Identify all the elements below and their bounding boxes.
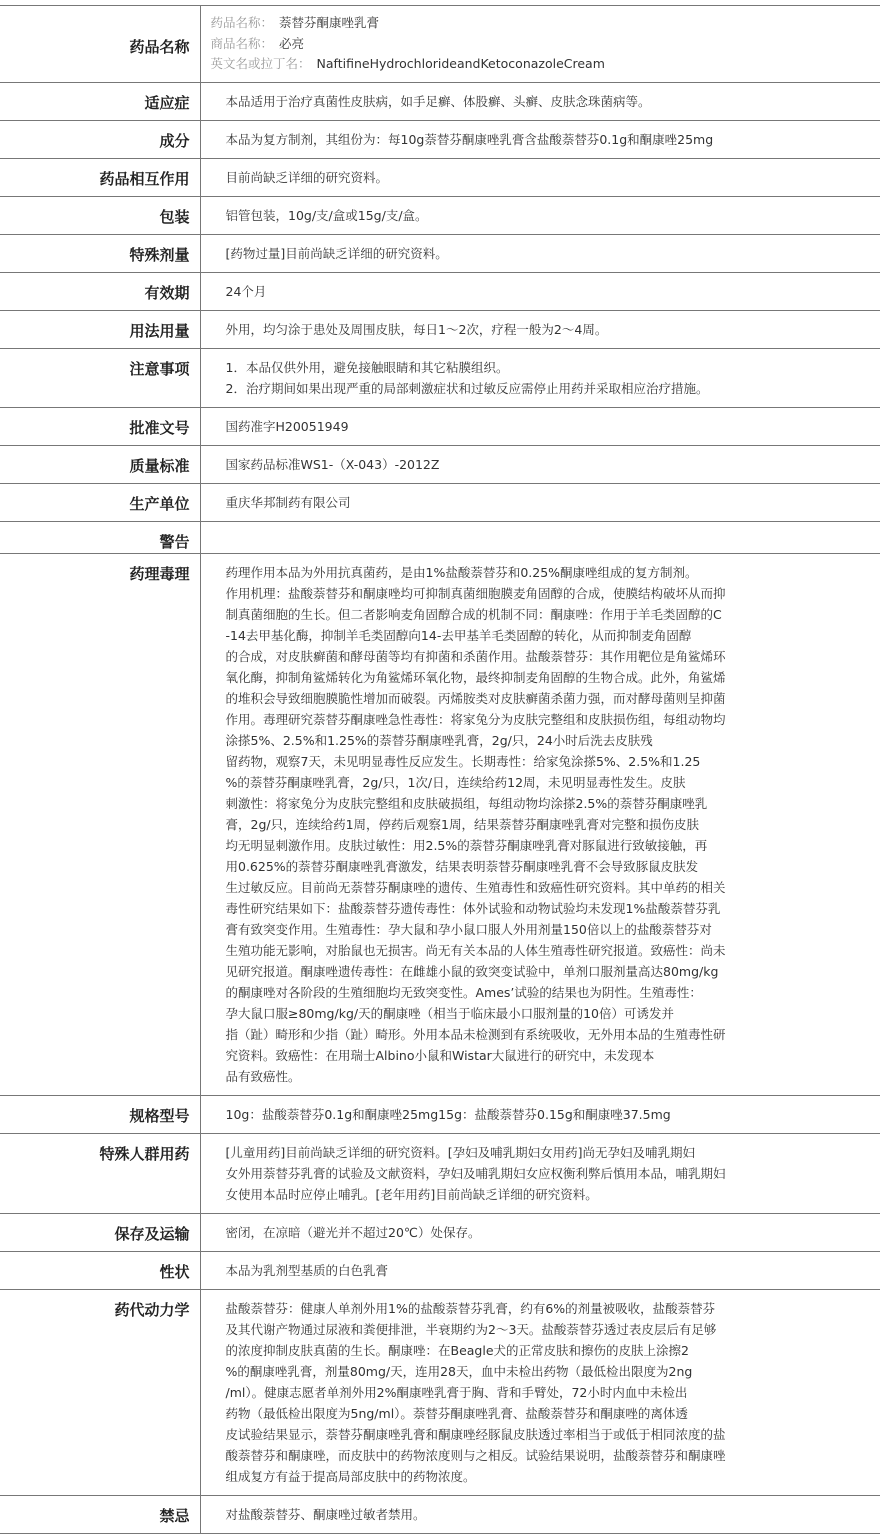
info-row [0, 234, 880, 272]
info-row [0, 158, 880, 196]
row-label: 警告 [0, 521, 200, 553]
value-line: 酸萘替芬和酮康唑，而皮肤中的药物浓度则与之相反。试验结果说明，盐酸萘替芬和酮康唑 [225, 1447, 726, 1463]
row-name [0, 6, 880, 83]
row-label: 药理毒理 [0, 553, 200, 1095]
generic-name-value: 萘替芬酮康唑乳膏 [279, 15, 380, 30]
generic-name-line [211, 13, 789, 34]
row-label: 包装 [0, 196, 200, 234]
row-value [200, 1213, 880, 1251]
row-value [200, 348, 880, 407]
value-text: 本品为乳剂型基质的白色乳膏 [225, 1262, 389, 1278]
value-line: 生殖功能无影响，对胎鼠也无损害。尚无有关本品的人体生殖毒性研究报道。致癌性：尚未 [225, 942, 726, 958]
trade-name-key: 商品名称： [210, 35, 274, 51]
row-label: 性状 [0, 1251, 200, 1289]
row-label: 有效期 [0, 272, 200, 310]
value-text: [药物过量]目前尚缺乏详细的研究资料。 [225, 245, 448, 261]
row-label: 批准文号 [0, 407, 200, 445]
row-value [200, 1251, 880, 1289]
info-row [0, 82, 880, 120]
trade-name-value: 必亮 [279, 35, 305, 51]
value-line: 指（趾）畸形和少指（趾）畸形。外用本品未检测到有系统吸收，无外用本品的生殖毒性研 [225, 1026, 726, 1042]
info-row [0, 310, 880, 348]
row-label: 禁忌 [0, 1495, 200, 1533]
row-label: 特殊人群用药 [0, 1133, 200, 1213]
value-line: 的合成，对皮肤癣菌和酵母菌等均有抑菌和杀菌作用。盐酸萘替芬：其作用靶位是角鲨烯环 [225, 648, 726, 664]
value-line: 究资料。致癌性：在用瑞士Albino小鼠和Wistar大鼠进行的研究中，未发现本 [225, 1047, 655, 1063]
value-line: 膏有致突变作用。生殖毒性：孕大鼠和孕小鼠口服人外用剂量150倍以上的盐酸萘替芬对 [225, 921, 712, 937]
row-label: 质量标准 [0, 445, 200, 483]
value-text: 对盐酸萘替芬、酮康唑过敏者禁用。 [225, 1506, 426, 1522]
info-row [0, 553, 880, 1095]
value-line: 品有致癌性。 [225, 1068, 301, 1084]
row-value [200, 1495, 880, 1533]
row-label: 药代动力学 [0, 1289, 200, 1495]
value-text: 10g：盐酸萘替芬0.1g和酮康唑25mg15g：盐酸萘替芬0.15g和酮康唑37.5mg [225, 1106, 671, 1122]
value-text: 外用，均匀涂于患处及周围皮肤，每日1～2次，疗程一般为2～4周。 [225, 321, 608, 337]
row-value [200, 120, 880, 158]
value-line: 及其代谢产物通过尿液和粪便排泄，半衰期约为2～3天。盐酸萘替芬透过表皮层后有足够 [225, 1321, 717, 1337]
value-text: 目前尚缺乏详细的研究资料。 [225, 169, 389, 185]
value-line: 膏，2g/只，连续给药1周，停药后观察1周，结果萘替芬酮康唑乳膏对完整和损伤皮肤 [225, 816, 700, 832]
english-name-key: 英文名或拉丁名： [210, 56, 311, 71]
value-line: 涂搽5%、2.5%和1.25%的萘替芬酮康唑乳膏，2g/只，24小时后洗去皮肤残 [225, 732, 653, 748]
row-value [200, 82, 880, 120]
row-value [200, 1095, 880, 1133]
value-line: %的萘替芬酮康唑乳膏，2g/只，1次/日，连续给药12周，未见明显毒性发生。皮肤 [225, 774, 686, 790]
row-value [200, 272, 880, 310]
row-label: 药品名称 [0, 6, 200, 83]
info-row [0, 1213, 880, 1251]
english-name-line [211, 54, 789, 75]
value-line: /ml）。健康志愿者单剂外用2%酮康唑乳膏于胸、背和手臂处，72小时内血中未检出 [225, 1384, 688, 1400]
row-value [200, 1289, 880, 1495]
value-line: 1．本品仅供外用，避免接触眼睛和其它粘膜组织。 [225, 359, 509, 375]
info-row [0, 196, 880, 234]
row-label: 药品相互作用 [0, 158, 200, 196]
info-row [0, 445, 880, 483]
value-text: 国药准字H20051949 [225, 418, 349, 434]
row-label: 生产单位 [0, 483, 200, 521]
value-line: [儿童用药]目前尚缺乏详细的研究资料。[孕妇及哺乳期妇女用药]尚无孕妇及哺乳期妇 [225, 1144, 696, 1160]
row-value [200, 196, 880, 234]
row-value [200, 6, 880, 83]
value-line: 的浓度抑制皮肤真菌的生长。酮康唑：在Beagle犬的正常皮肤和擦伤的皮肤上涂擦2 [225, 1342, 689, 1358]
row-value [200, 445, 880, 483]
value-line: 孕大鼠口服≥80mg/kg/天的酮康唑（相当于临床最小口服剂量的10倍）可诱发并 [225, 1005, 674, 1021]
value-line: 女外用萘替芬乳膏的试验及文献资料，孕妇及哺乳期妇女应权衡利弊后慎用本品，哺乳期妇 [225, 1165, 726, 1181]
value-line: 均无明显刺激作用。皮肤过敏性：用2.5%的萘替芬酮康唑乳膏对豚鼠进行致敏接触，再 [225, 837, 708, 853]
info-row [0, 1095, 880, 1133]
info-row [0, 348, 880, 407]
value-line: 药物（最低检出限度为5ng/ml）。萘替芬酮康唑乳膏、盐酸萘替芬和酮康唑的离体透 [225, 1405, 688, 1421]
row-value [200, 158, 880, 196]
value-line: 组成复方有益于提高局部皮肤中的药物浓度。 [225, 1468, 476, 1484]
value-line: 药理作用本品为外用抗真菌药，是由1%盐酸萘替芬和0.25%酮康唑组成的复方制剂。 [225, 564, 698, 580]
generic-name-key: 药品名称： [210, 15, 274, 30]
info-row [0, 521, 880, 553]
row-label: 规格型号 [0, 1095, 200, 1133]
row-value [200, 310, 880, 348]
value-line: 留药物，观察7天，未见明显毒性反应发生。长期毒性：给家兔涂搽5%、2.5%和1.25 [225, 753, 701, 769]
value-text: 本品为复方制剂，其组份为：每10g萘替芬酮康唑乳膏含盐酸萘替芬0.1g和酮康唑25mg [225, 131, 714, 147]
value-line: 的堆积会导致细胞膜脆性增加而破裂。丙烯胺类对皮肤癣菌杀菌力强，而对酵母菌则呈抑菌 [225, 690, 726, 706]
value-line: %的酮康唑乳膏，剂量80mg/天，连用28天，血中未检出药物（最低检出限度为2ng [225, 1363, 693, 1379]
row-label: 用法用量 [0, 310, 200, 348]
row-label: 成分 [0, 120, 200, 158]
value-text: 铝管包装，10g/支/盒或15g/支/盒。 [225, 207, 428, 223]
value-line: 生过敏反应。目前尚无萘替芬酮康唑的遗传、生殖毒性和致癌性研究资料。其中单药的相关 [225, 879, 726, 895]
row-value [200, 234, 880, 272]
info-row [0, 1133, 880, 1213]
value-line: 皮试验结果显示，萘替芬酮康唑乳膏和酮康唑经豚鼠皮肤透过率相当于或低于相同浓度的盐 [225, 1426, 726, 1442]
row-value [200, 553, 880, 1095]
value-text [226, 530, 789, 545]
row-label: 适应症 [0, 82, 200, 120]
row-value [200, 521, 880, 553]
row-value [200, 1133, 880, 1213]
value-line: 毒性研究结果如下：盐酸萘替芬遗传毒性：体外试验和动物试验均未发现1%盐酸萘替芬乳 [225, 900, 721, 916]
value-line: 的酮康唑对各阶段的生殖细胞均无致突变性。Ames’试验的结果也为阴性。生殖毒性： [225, 984, 702, 1000]
value-line: -14去甲基化酶，抑制羊毛类固醇向14-去甲基羊毛类固醇的转化，从而抑制麦角固醇 [225, 627, 692, 643]
english-name-value: NaftifineHydrochlorideandKetoconazoleCream [316, 56, 605, 71]
value-line: 作用机理：盐酸萘替芬和酮康唑均可抑制真菌细胞膜麦角固醇的合成，使膜结构破坏从而抑 [225, 585, 726, 601]
value-line: 刺激性：将家兔分为皮肤完整组和皮肤破损组，每组动物均涂搽2.5%的萘替芬酮康唑乳 [225, 795, 708, 811]
drug-info-sheet [0, 5, 880, 1534]
row-label: 特殊剂量 [0, 234, 200, 272]
value-text: 国家药品标准WS1-（X-043）-2012Z [225, 456, 440, 472]
value-line: 2．治疗期间如果出现严重的局部刺激症状和过敏反应需停止用药并采取相应治疗措施。 [225, 380, 709, 396]
info-row [0, 120, 880, 158]
value-text: 本品适用于治疗真菌性皮肤病，如手足癣、体股癣、头癣、皮肤念珠菌病等。 [225, 93, 651, 109]
row-label: 注意事项 [0, 348, 200, 407]
row-value [200, 407, 880, 445]
value-line: 见研究报道。酮康唑遗传毒性：在雌雄小鼠的致突变试验中，单剂口服剂量高达80mg/kg [225, 963, 719, 979]
row-label: 保存及运输 [0, 1213, 200, 1251]
row-value [200, 483, 880, 521]
info-row [0, 483, 880, 521]
info-row [0, 407, 880, 445]
value-line: 氧化酶，抑制角鲨烯转化为角鲨烯环氧化物，最终抑制麦角固醇的生物合成。此外，角鲨烯 [225, 669, 726, 685]
value-text: 密闭，在凉暗（避光并不超过20℃）处保存。 [225, 1224, 481, 1240]
info-row [0, 1251, 880, 1289]
value-text: 24个月 [225, 283, 267, 299]
info-row [0, 272, 880, 310]
info-row [0, 1289, 880, 1495]
value-line: 女使用本品时应停止哺乳。[老年用药]目前尚缺乏详细的研究资料。 [225, 1186, 598, 1202]
value-line: 用0.625%的萘替芬酮康唑乳膏激发，结果表明萘替芬酮康唑乳膏不会导致豚鼠皮肤发 [225, 858, 699, 874]
value-line: 盐酸萘替芬：健康人单剂外用1%的盐酸萘替芬乳膏，约有6%的剂量被吸收，盐酸萘替芬 [225, 1300, 716, 1316]
info-row [0, 1495, 880, 1533]
trade-name-line [211, 34, 789, 55]
value-line: 制真菌细胞的生长。但二者影响麦角固醇合成的机制不同：酮康唑：作用于羊毛类固醇的C [225, 606, 722, 622]
drug-info-table [0, 5, 880, 1534]
value-line: 作用。毒理研究萘替芬酮康唑急性毒性：将家兔分为皮肤完整组和皮肤损伤组，每组动物均 [225, 711, 726, 727]
value-text: 重庆华邦制药有限公司 [225, 494, 351, 510]
